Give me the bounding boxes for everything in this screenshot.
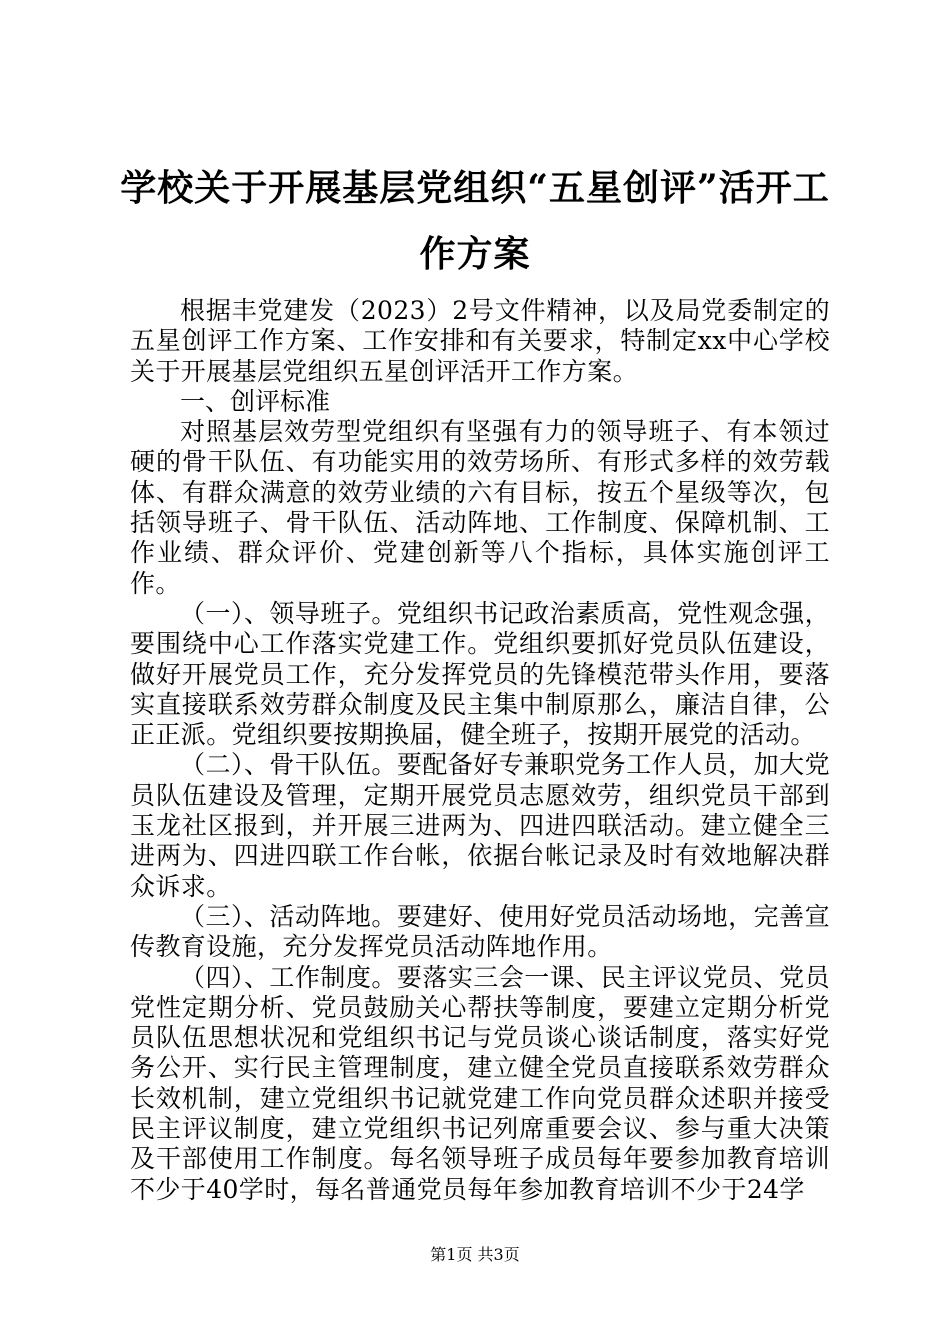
document-title: 学校关于开展基层党组织“五星创评”活开工作方案	[120, 167, 830, 275]
item-paragraph-2: （二）、骨干队伍。要配备好专兼职党务工作人员，加大党员队伍建设及管理，定期开展党员志愿效劳，组织党员干部到玉龙社区报到，并开展三进两为、四进四联活动。建立健全三进两为、四进四联工作台帐，依据台帐记录及时有效地解决群众诉求。	[130, 750, 830, 901]
section-heading: 一、创评标准	[180, 386, 331, 416]
intro-paragraph: 根据丰党建发（2023）2号文件精神，以及局党委制定的五星创评工作方案、工作安排和有关要求，特制定xx中心学校关于开展基层党组织五星创评活开工作方案。	[130, 296, 830, 386]
page-footer: 第1页 共3页	[430, 1245, 520, 1264]
item-paragraph-1: （一）、领导班子。党组织书记政治素质高，党性观念强，要围绕中心工作落实党建工作。党组织要抓好党员队伍建设，做好开展党员工作，充分发挥党员的先锋模范带头作用，要落实直接联系效劳群众制度及民主集中制原那么，廉洁自律，公正正派。党组织要按期换届，健全班子，按期开展党的活动。	[130, 598, 830, 750]
item-paragraph-3: （三）、活动阵地。要建好、使用好党员活动场地，完善宣传教育设施，充分发挥党员活动阵地作用。	[130, 901, 830, 962]
document-body	[130, 296, 830, 1205]
section-paragraph: 对照基层效劳型党组织有坚强有力的领导班子、有本领过硬的骨干队伍、有功能实用的效劳场所、有形式多样的效劳载体、有群众满意的效劳业绩的六有目标，按五个星级等次，包括领导班子、骨干队伍、活动阵地、工作制度、保障机制、工作业绩、群众评价、党建创新等八个指标，具体实施创评工作。	[130, 417, 830, 598]
item-paragraph-4: （四）、工作制度。要落实三会一课、民主评议党员、党员党性定期分析、党员鼓励关心帮扶等制度，要建立定期分析党员队伍思想状况和党组织书记与党员谈心谈话制度，落实好党务公开、实行民主管理制度，建立健全党员直接联系效劳群众长效机制，建立党组织书记就党建工作向党员群众述职并接受民主评议制度，建立党组织书记列席重要会议、参与重大决策及干部使用工作制度。每名领导班子成员每年要参加教育培训不少于40学时，每名普通党员每年参加教育培训不少于24学	[130, 962, 830, 1204]
